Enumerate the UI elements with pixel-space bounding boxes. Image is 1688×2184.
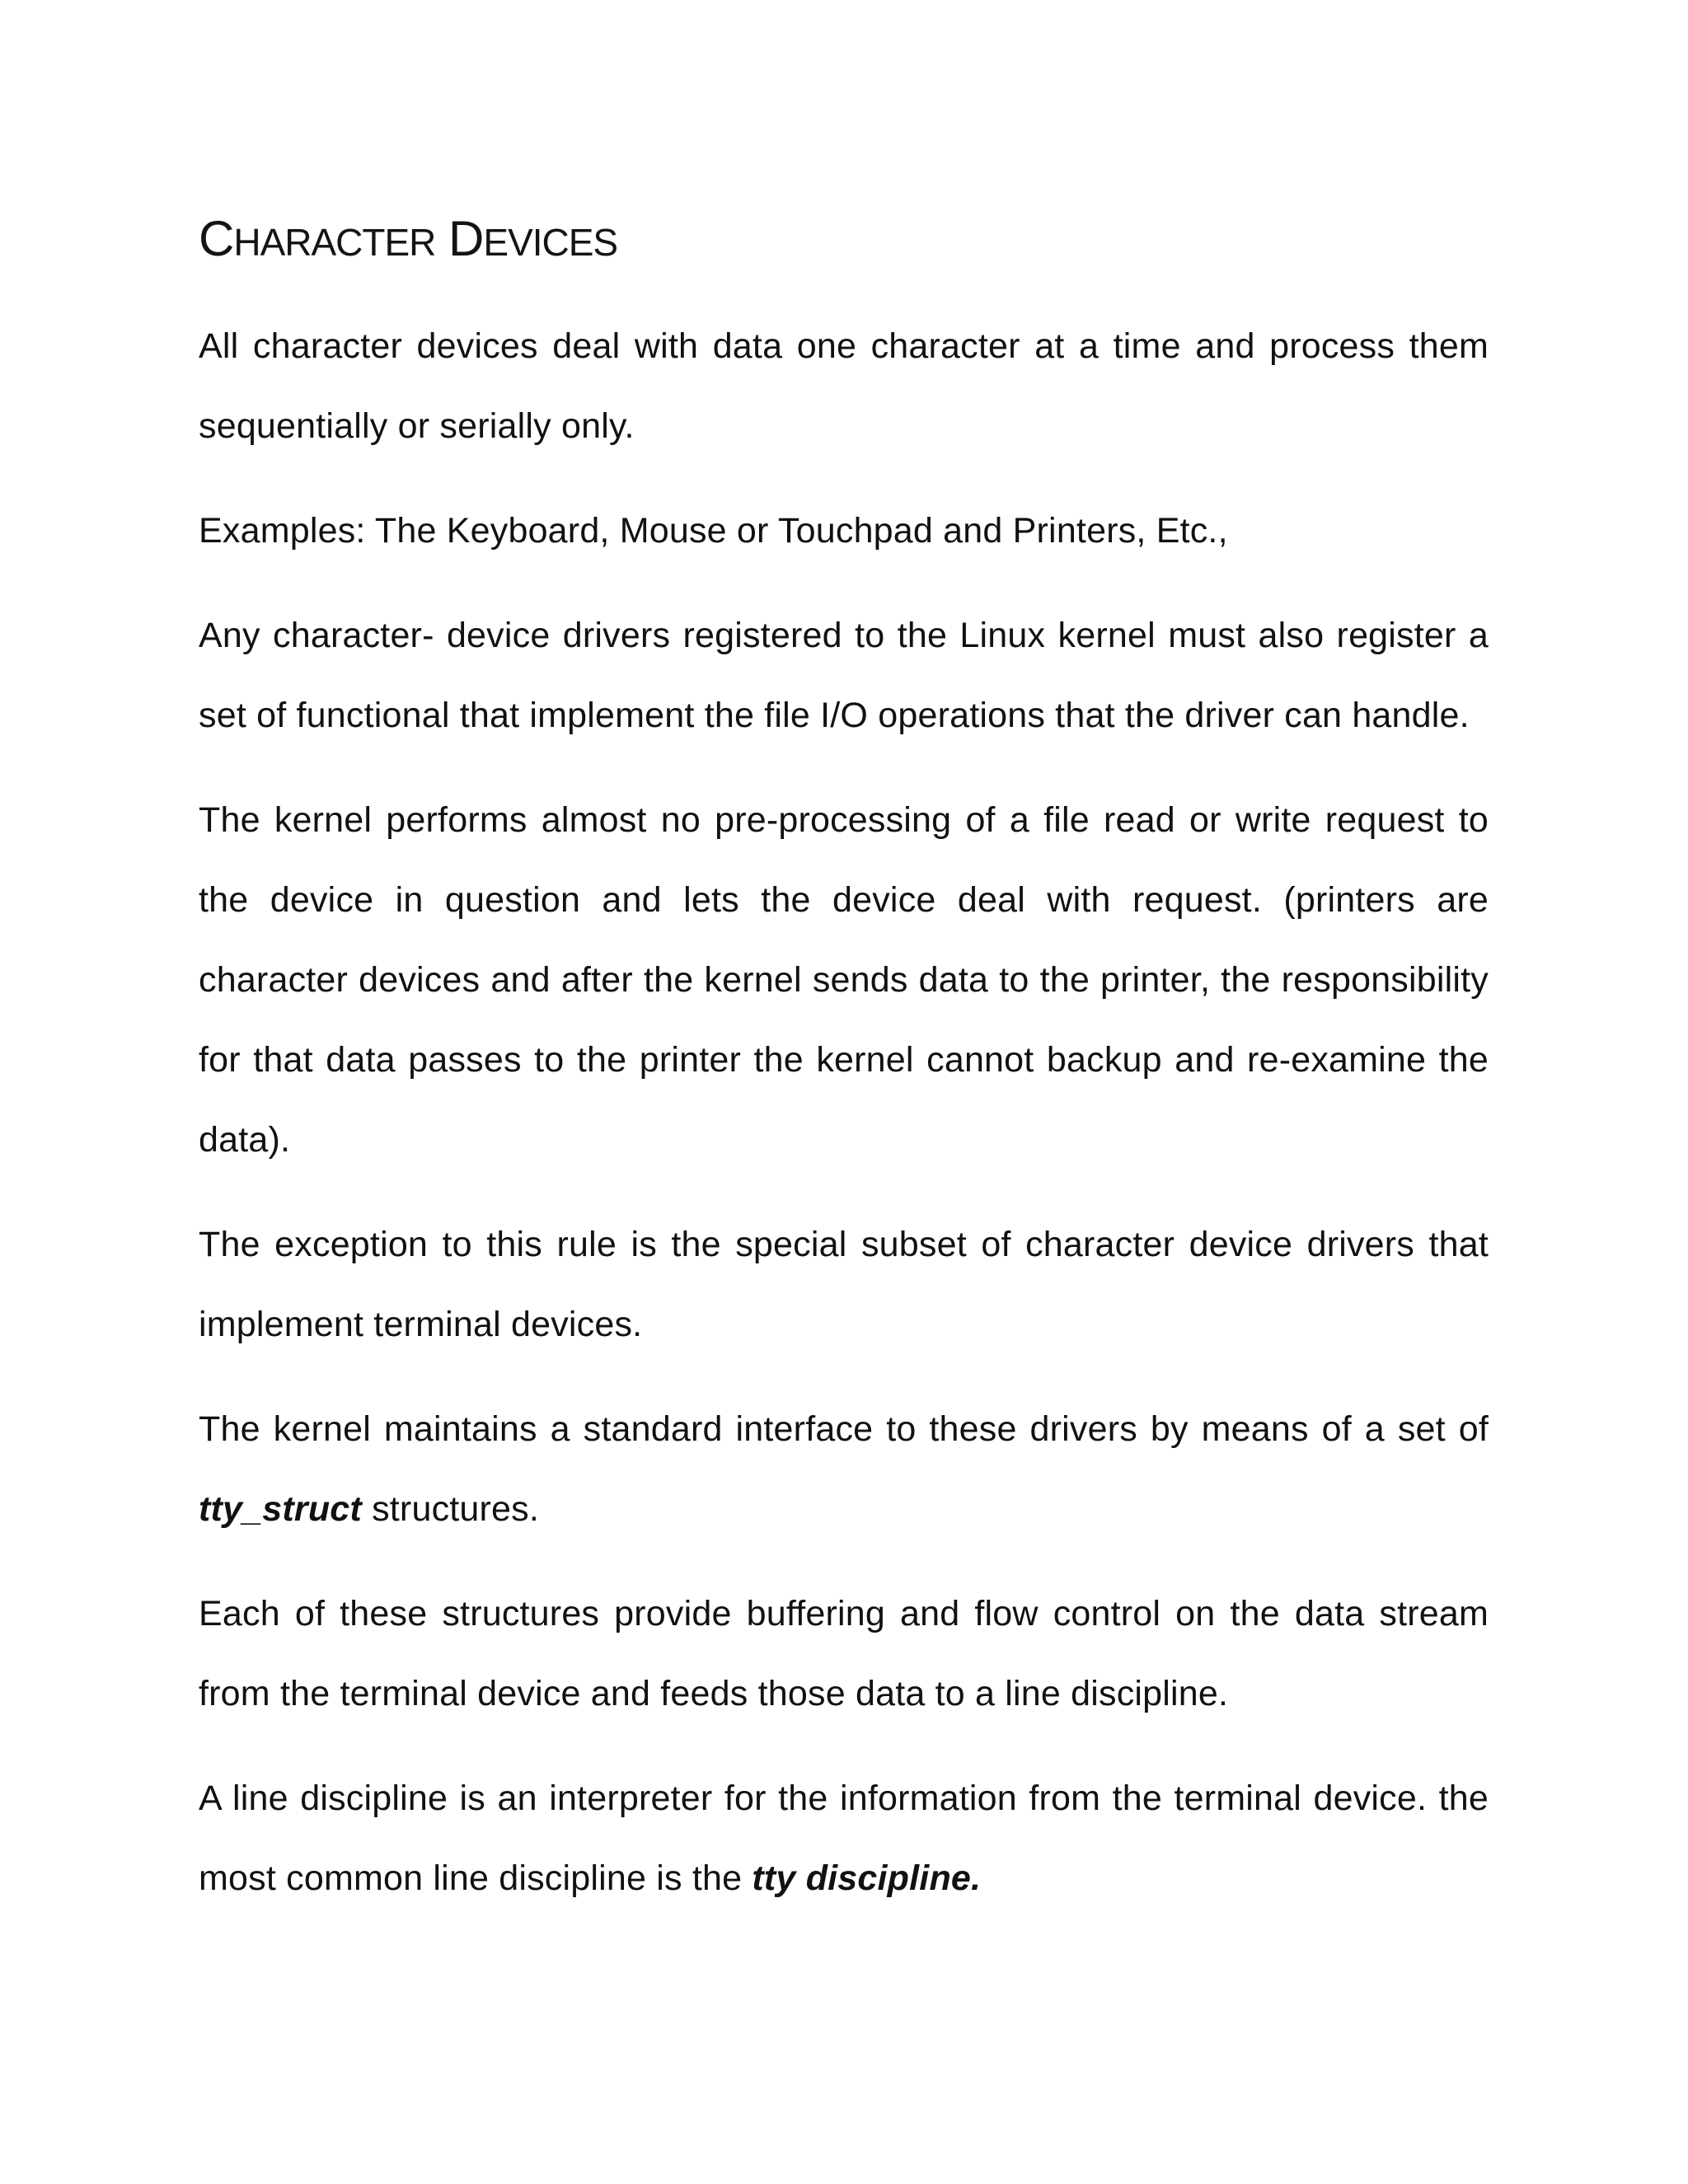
paragraph-definition: All character devices deal with data one character at a time and process them sequentially or serially only. [199,326,1489,446]
page-title [199,206,1489,275]
paragraph-driver-registration: Any character- device drivers registered to the Linux kernel must also register a set of functional that implement the file I/O operations that the driver can handle. [199,616,1489,735]
paragraph-tty-struct-text-after: structures. [361,1489,540,1529]
title-rest-2: EVICES [483,221,618,264]
title-rest-1: HARACTER [233,221,436,264]
paragraph-tty-struct-text-before: The kernel maintains a standard interface to these drivers by means of a set of [199,1409,1489,1449]
paragraph-line-discipline-text: A line discipline is an interpreter for the information from the terminal device. the most common line discipline is the [199,1779,1489,1898]
document-page [199,206,1489,1943]
paragraph-exception: The exception to this rule is the special subset of character device drivers that implement terminal devices. [199,1225,1489,1344]
paragraph-tty-struct [199,1390,1489,1549]
paragraph-kernel-processing: The kernel performs almost no pre-processing of a file read or write request to the device in question and lets the device deal with request. (printers are character devices and after the kernel sends data to the printer, the responsibility for that data passes to the printer the kernel cannot backup and re-examine the data). [199,800,1489,1160]
paragraph-line-discipline [199,1759,1489,1919]
title-initial-2: D [448,211,484,266]
title-initial-1: C [199,211,234,266]
tty-struct-term: tty_struct [199,1489,362,1529]
tty-discipline-term: tty discipline. [752,1858,982,1898]
paragraph-buffering: Each of these structures provide buffering and flow control on the data stream from the terminal device and feeds those data to a line discipline. [199,1594,1489,1713]
paragraph-examples: Examples: The Keyboard, Mouse or Touchpad and Printers, Etc., [199,511,1228,551]
